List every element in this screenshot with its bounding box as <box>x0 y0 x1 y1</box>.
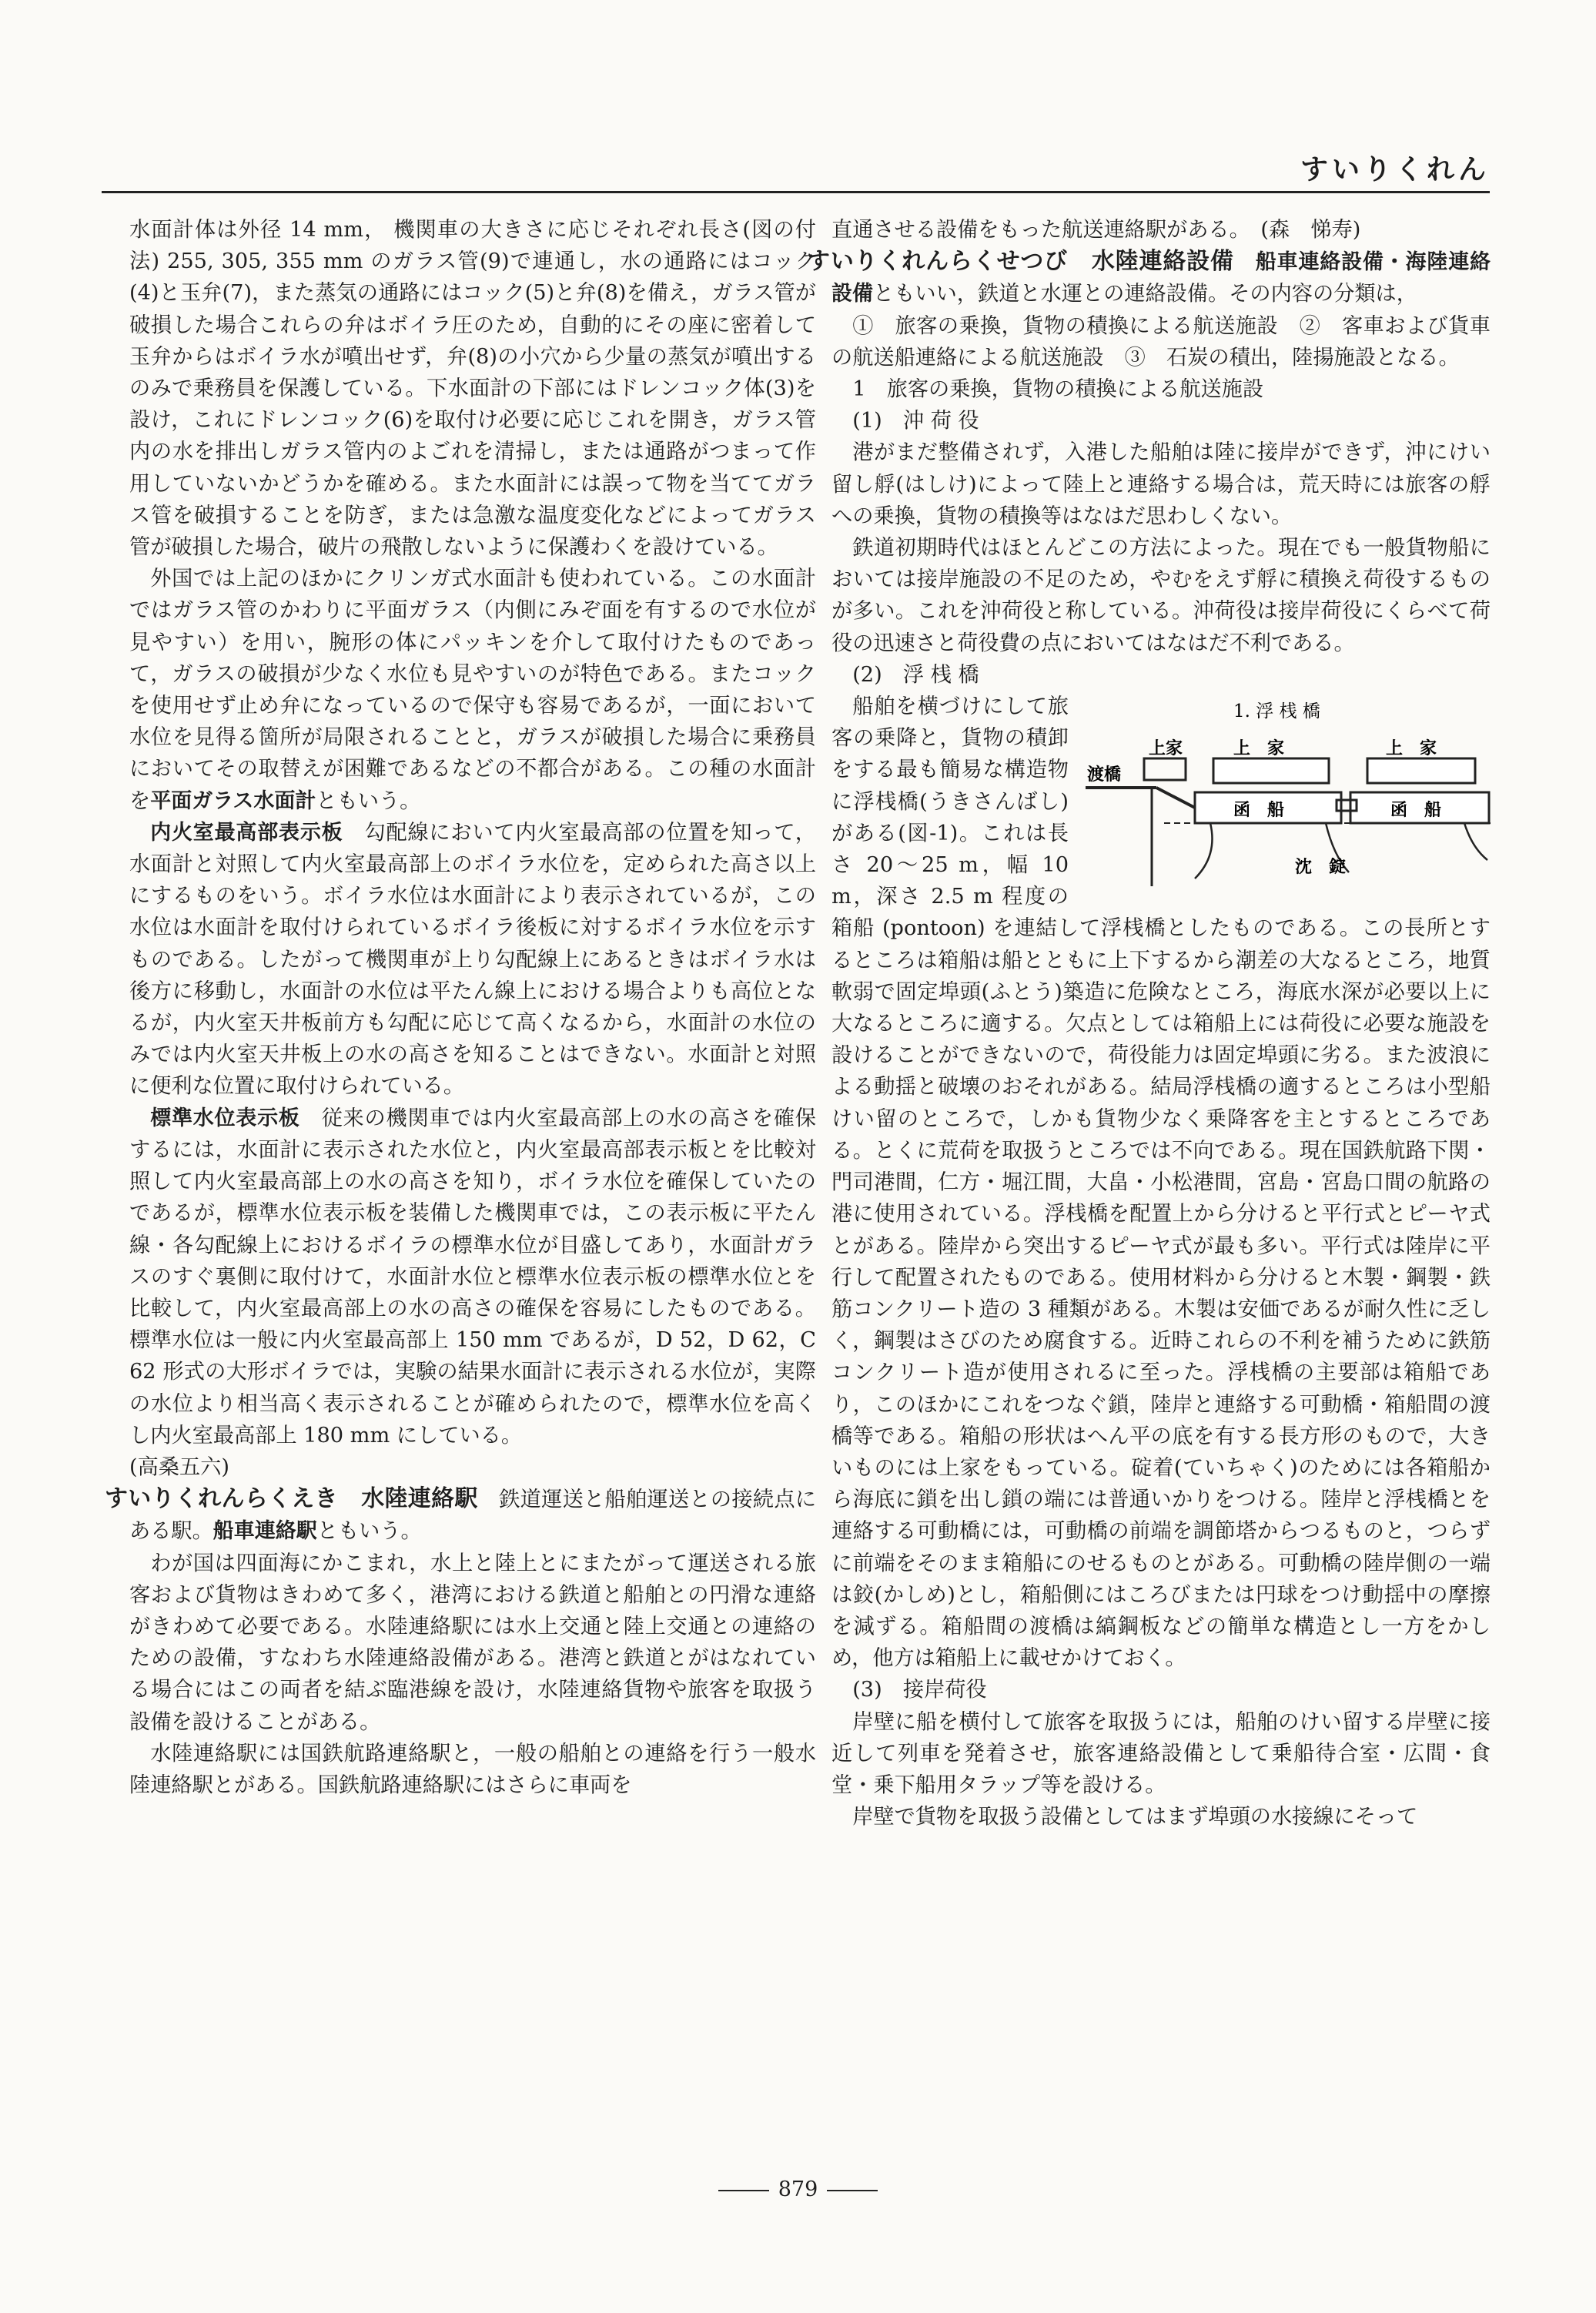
paragraph <box>129 817 816 1103</box>
paragraph: 港がまだ整備されず，入港した船舶は陸に接岸ができず，沖にけい留し艀(はしけ)によって陸上と連絡する場合は，荒天時には旅客の艀への乗換，貨物の積換等はなはだ思わしくない。 <box>831 440 1491 528</box>
paragraph: 水陸連絡駅には国鉄航路連絡駅と，一般の船舶との連絡を行う一般水陸連絡駅とがある。国鉄航路連絡駅にはさらに車両を <box>129 1741 816 1797</box>
roof-label-1: 上家 <box>1149 739 1183 759</box>
text-run: 直通させる設備をもった航送連絡駅がある。 <box>831 218 1240 242</box>
bold-term: 船車連絡駅 <box>212 1519 317 1544</box>
text-run: ともいう。 <box>316 1519 422 1544</box>
subsection-heading: (2) 浮 桟 橋 <box>852 662 979 687</box>
paragraph: 岸壁で貨物を取扱う設備としてはまず埠頭の水接線にそって <box>852 1805 1418 1829</box>
roof-label-3: 上 家 <box>1386 739 1437 759</box>
entry-paragraph <box>807 246 1491 310</box>
paragraph: わが国は四面海にかこまれ，水上と陸上とにまたがって運送される旅客および貨物はきわめて多く，港湾における鉄道と船舶との円滑な連絡がきわめて必要である。水陸連絡駅には水上交通と陸上交通との連絡のための設備，すなわち水陸連絡設備がある。港湾と鉄道とがはなれている場合にはこの両者を結ぶ臨港線を設け，水陸連絡貨物や旅客を取扱う設備を設けることがある。 <box>129 1551 816 1734</box>
left-column <box>105 214 817 1801</box>
paragraph <box>129 1103 816 1451</box>
author-credit: (高桑五六) <box>129 1454 229 1479</box>
pontoon-label-1: 函 船 <box>1233 801 1285 821</box>
movable-bridge <box>1156 788 1195 808</box>
entry-paragraph <box>105 1483 817 1547</box>
entry-definition: ともいい，鉄道と水運との連絡設備。その内容の分類は， <box>873 282 1417 306</box>
chain-1 <box>1195 823 1213 879</box>
entry-title: 水陸連絡駅 <box>361 1485 478 1513</box>
chain-label: 沈 錠 <box>1295 858 1347 878</box>
roof-shape-1 <box>1144 758 1186 780</box>
text-run: 船舶を横づけにして旅客の乗降と，貨物の積卸をする最も簡易な構造物に浮桟橋(うきさんばし)がある(図-1)。これは長さ 20～25 m，幅 10 m，深さ 2.5 m 程度の箱船 (pontoon) を連結して浮桟橋としたものである。この長所とするところは箱船は船とともに上下するから潮差の大なるところ，地質軟弱で固定埠頭(ふとう)築造に危険なところ，海底水深が必要以上に大なるところに適する。欠点としては箱船上には荷役に必要な施設を設けることができないので，荷役能力は固定埠頭に劣る。また波浪による動揺と破壊のおそれがある。結局浮桟橋の適するところは小型船けい留のところで，しかも貨物少なく乗降客を主とするところである。とくに荒荷を取扱うところでは不向である。現在国鉄航路下関・門司港間，仁方・堀江間，大畠・小松港間，宮島・宮島口間の航路の港に使用されている。浮桟橋を配置上から分けると平行式とピーヤ式とがある。陸岸から突出するピーヤ式が最も多い。平行式は陸岸に平行して配置されたものである。使用材料から分けると木製・鋼製・鉄筋コンクリート造の 3 種類がある。木製は安価であるが耐久性に乏しく，鋼製はさびのため腐食する。近時これらの不利を補うために鉄筋コンクリート造が使用されるに至った。浮桟橋の主要部は箱船であり，このほかにこれをつなぐ鎖，陸岸と連絡する可動橋・箱船間の渡橋等である。箱船の形状はへん平の底を有する長方形のもので，大きいものには上家をもっている。碇着(ていちゃく)のためには各箱船から海底に鎖を出し鎖の端には普通いかりをつける。陸岸と浮桟橋とを連絡する可動橋には，可動橋の前端を調節塔からつるものと，つらずに前端をそのまま箱船にのせるものとがある。可動橋の陸岸側の一端は鉸(かしめ)とし，箱船側にはころびまたは円球をつけ動揺中の摩擦を減ずる。箱船間の渡橋は縞鋼板などの簡単な構造とし一方をかしめ，他方は箱船上に載せかけておく。 <box>831 695 1491 1671</box>
paragraph <box>831 214 1491 246</box>
paragraph: 鉄道初期時代はほとんどこの方法によった。現在でも一般貨物船においては接岸施設の不足のため，やむをえず艀に積換え荷役するものが多い。これを沖荷役と称している。沖荷役は接岸荷役にくらべて荷役の迅速さと荷役費の点においてはなはだ不利である。 <box>831 536 1491 655</box>
text-run: ともいう。 <box>316 788 421 813</box>
pier-diagram <box>1079 694 1495 894</box>
pontoon-label-2: 函 船 <box>1390 801 1442 821</box>
subheading: 標準水位表示板 <box>150 1106 300 1130</box>
entry-heading <box>105 1485 478 1512</box>
page-rule-left <box>718 2190 769 2191</box>
subsection-heading: (1) 沖 荷 役 <box>852 409 979 433</box>
page-rule-right <box>827 2190 878 2191</box>
chain-3 <box>1464 823 1487 860</box>
subsection-heading: (3) 接岸荷役 <box>852 1678 987 1702</box>
author-credit: (森 悌寿) <box>1260 218 1361 242</box>
text-run: 従来の機関車では内火室最高部上の水の高さを確保するには，水面計に表示された水位と，内火室最高部表示板とを比較対照して内火室最高部上の水の高さを知り，ボイラ水位を確保していたのであるが，標準水位表示板を装備した機関車では，この表示板に平たん線・各勾配線上におけるボイラの標準水位が目盛してあり，水面計ガラスのすぐ裏側に取付けて，水面計水位と標準水位表示板の標準水位とを比較して，内火室最高部上の水の高さの確保を容易にしたものである。標準水位は一般に内火室最高部上 150 mm であるが，D 52，D 62，C 62 形式の大形ボイラでは，実験の結果水面計に表示される水位が，実際の水位より相当高く表示されることが確められたので，標準水位を高くし内火室最高部上 180 mm にしている。 <box>129 1106 816 1448</box>
paragraph <box>831 691 1491 1674</box>
entry-kana: すいりくれんらくせつび <box>807 248 1069 276</box>
paragraph: 岸壁に船を横付して旅客を取扱うには，船舶のけい留する岸壁に接近して列車を発着させ，旅客連絡設備として乗船待合室・広間・食堂・乗下船用タラップ等を設ける。 <box>831 1709 1491 1797</box>
entry-definition: 鉄道運送と船舶運送との接続点にある駅。 <box>129 1488 817 1544</box>
running-header <box>102 148 1490 193</box>
roof-label-2: 上 家 <box>1233 739 1285 759</box>
page-number-text: 879 <box>778 2177 818 2201</box>
roof-shape-3 <box>1367 758 1475 783</box>
header-word: すいりくれん <box>1300 154 1490 186</box>
entry-kana: すいりくれんらくえき <box>105 1485 338 1513</box>
classification-list: ① 旅客の乗換，貨物の積換による航送施設 ② 客車および貨車の航送船連絡による航送施設 ③ 石炭の積出，陸揚施設となる。 <box>831 313 1491 370</box>
bold-term: 平面ガラス水面計 <box>150 788 316 813</box>
figure-title: 1. 浮 桟 橋 <box>1233 701 1320 722</box>
text-run: 勾配線において内火室最高部の位置を知って，水面計と対照して内火室最高部上のボイラ水位を，定められた高さ以上にするものをいう。ボイラ水位は水面計により表示されているが，この水位は水面計を取付けられているボイラ後板に対するボイラ水位を示すものである。したがって機関車が上り勾配線上にあるときはボイラ水は後方に移動し，水面計の水位は平たん線上における場合よりも高位となるが，内火室天井板前方も勾配に応じて高くなるから，水面計の水位のみでは内火室天井板上の水の高さを知ることはできない。水面計と対照に便利な位置に取付けられている。 <box>129 820 816 1099</box>
floating-pier-figure <box>1079 694 1495 894</box>
paragraph: 水面計体は外径 14 mm， 機関車の大きさに応じそれぞれ長さ(図の付法) 255, 305, 355 mm のガラス管(9)で連通し，水の通路にはコック(4)と玉弁(7)，また蒸気の通路にはコック(5)と弁(8)を備え，ガラス管が破損した場合これらの弁はボイラ圧のため，自動的にその座に密着して玉弁からはボイラ水が噴出せず，弁(8)の小穴から少量の蒸気が噴出するのみで乗務員を保護している。下水面計の下部にはドレンコック体(3)を設け，これにドレンコック(6)を取付け必要に応じこれを開き，ガラス管内の水を排出しガラス管内のよごれを清掃し，または通路がつまって作用していないかどうかを確める。また水面計には誤って物を当ててガラス管を破損することを防ぎ，または急激な温度変化などによってガラス管が破損した場合，破片の飛散しないように保護わくを設けている。 <box>129 218 816 560</box>
bold-term: 船車連絡設備・海陸連絡設備 <box>831 250 1491 306</box>
bridge-label: 渡橋 <box>1087 765 1122 785</box>
page-number <box>0 2177 1596 2201</box>
entry-title: 水陸連絡設備 <box>1091 248 1234 276</box>
entry-heading <box>807 248 1234 275</box>
text-run: 外国では上記のほかにクリンガ式水面計も使われている。この水面計ではガラス管のかわりに平面ガラス（内側にみぞ面を有するので水位が見やすい）を用い，腕形の体にパッキンを介して取付けたものであって，ガラスの破損が少なく水位も見やすいのが特色である。またコックを使用せず止め弁になっているので保守も容易であるが，一面において水位を見得る箇所が局限されることと，ガラスが破損した場合に乗務員においてその取替えが困難であるなどの不都合がある。この種の水面計を <box>129 567 816 813</box>
section-heading: 1 旅客の乗換，貨物の積換による航送施設 <box>852 377 1264 402</box>
paragraph <box>129 563 816 817</box>
subheading: 内火室最高部表示板 <box>150 820 343 845</box>
right-column <box>807 214 1491 1833</box>
roof-shape-2 <box>1213 758 1329 783</box>
